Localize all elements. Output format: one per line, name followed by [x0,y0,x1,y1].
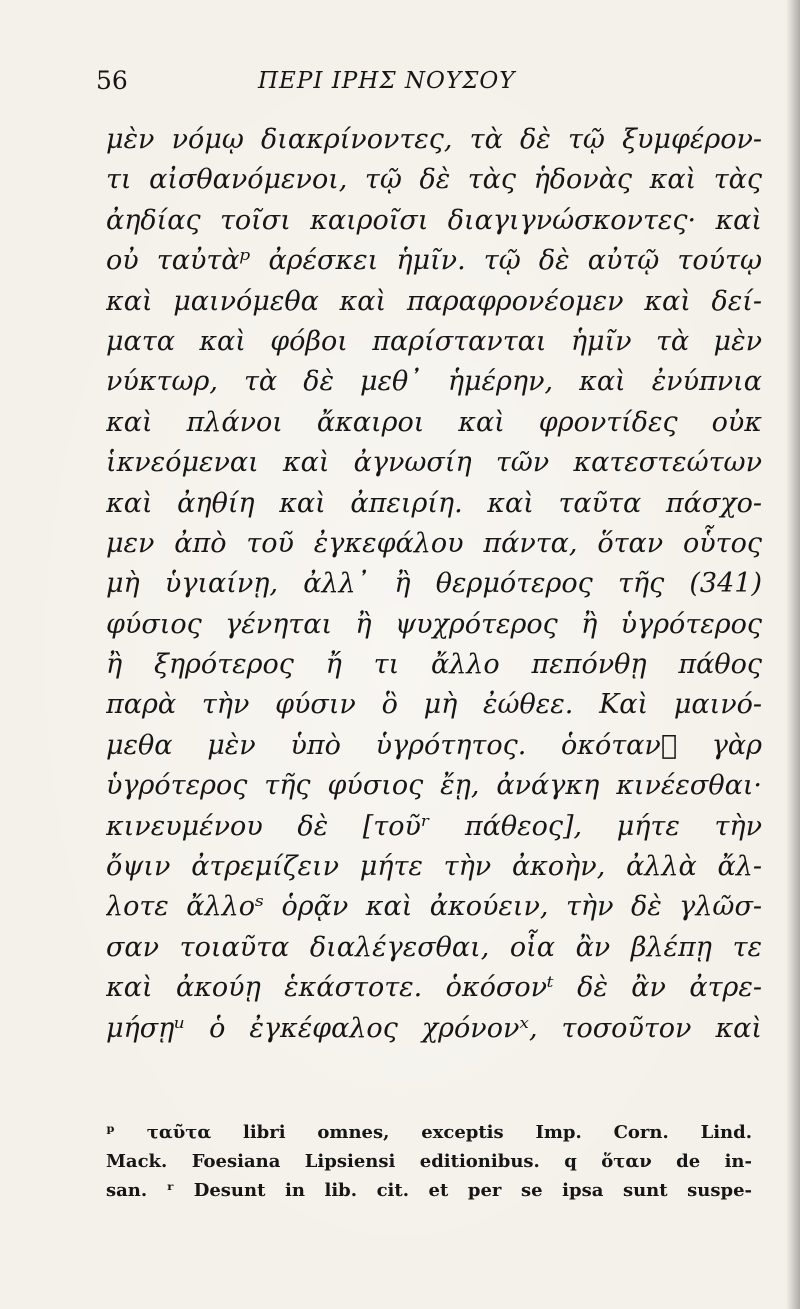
text-line: ματα καὶ φόβοι παρίστανται ἡμῖν τὰ μὲν [106,325,762,357]
text-line: καὶ ἀηθίη καὶ ἀπειρίη. καὶ ταῦτα πάσχο- [106,487,762,519]
text-line: μήσῃᵘ ὁ ἐγκέφαλος χρόνονˣ, τοσοῦτον καὶ [106,1012,762,1044]
running-title: ΠΕΡΙ ΙΡΗΣ ΝΟΥΣΟΥ [258,68,516,94]
text-line: νύκτωρ, τὰ δὲ μεθ᾽ ἡμέρην, καὶ ἐνύπνια [106,366,762,398]
text-line: τι αἰσθανόμενοι, τῷ δὲ τὰς ἡδονὰς καὶ τὰς [106,164,762,196]
footnotes [106,1118,752,1205]
text-line: ἀηδίας τοῖσι καιροῖσι διαγιγνώσκοντες· καὶ [106,204,762,236]
text-line: ὄψιν ἀτρεμίζειν μήτε τὴν ἀκοὴν, ἀλλὰ ἄλ- [106,851,762,883]
text-line: ἱκνεόμεναι καὶ ἀγνωσίη τῶν κατεστεώτων [106,447,762,479]
text-line: καὶ πλάνοι ἄκαιροι καὶ φροντίδες οὐκ [106,406,762,438]
text-line: μεν ἀπὸ τοῦ ἐγκεφάλου πάντα, ὅταν οὗτος [106,527,762,559]
text-line: φύσιος γένηται ἢ ψυχρότερος ἢ ὑγρότερος [106,608,762,640]
text-line: ἢ ξηρότερος ἤ τι ἄλλο πεπόνθῃ πάθος [106,649,762,681]
text-line: παρὰ τὴν φύσιν ὃ μὴ ἐώθεε. Καὶ μαινό- [106,689,762,721]
footnote-line: Mack. Foesiana Lipsiensi editionibus. q ὅταν de in- [106,1151,752,1172]
text-line: μεθα μὲν ὑπὸ ὑγρότητος. ὁκόταν᪽ γὰρ [106,729,762,761]
text-line: λοτε ἄλλοˢ ὁρᾷν καὶ ἀκούειν, τὴν δὲ γλῶσ- [106,891,762,923]
text-line: κινευμένου δὲ [τοῦʳ πάθεος], μήτε τὴν [106,810,762,842]
text-line: σαν τοιαῦτα διαλέγεσθαι, οἷα ἂν βλέπῃ τε [106,931,762,963]
text-line: καὶ ἀκούῃ ἑκάστοτε. ὁκόσονᵗ δὲ ἂν ἀτρε- [106,972,762,1004]
text-line: μὲν νόμῳ διακρίνοντες, τὰ δὲ τῷ ξυμφέρον- [106,124,762,155]
text-line: ὑγρότερος τῆς φύσιος ἔῃ, ἀνάγκη κινέεσθαι· [106,770,762,802]
text-line: οὐ ταὐτὰᵖ ἀρέσκει ἡμῖν. τῷ δὲ αὐτῷ τούτῳ [106,245,762,277]
page-number: 56 [96,66,128,95]
footnote-line: ᵖ ταῦτα libri omnes, exceptis Imp. Corn. Lind. [106,1122,752,1143]
footnote-line: san. ʳ Desunt in lib. cit. et per se ipsa sunt suspe- [106,1180,752,1201]
page-edge-shadow [786,0,800,1309]
main-text [106,120,762,1049]
text-line: καὶ μαινόμεθα καὶ παραφρονέομεν καὶ δεί- [106,285,762,317]
page-header [96,66,716,106]
text-line: μὴ ὑγιαίνῃ, ἀλλ᾽ ἢ θερμότερος τῆς (341) [106,568,762,600]
